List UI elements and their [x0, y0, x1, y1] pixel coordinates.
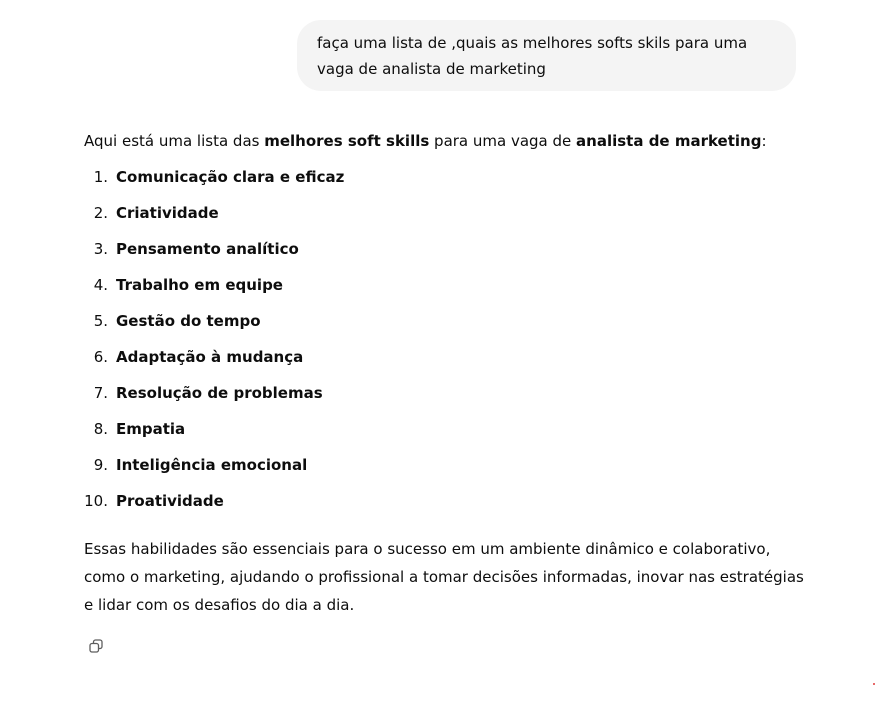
list-item-number: 5.	[93, 312, 108, 330]
list-item	[84, 483, 804, 519]
user-message-bubble	[297, 20, 796, 91]
status-dot	[873, 683, 875, 685]
list-item-number: 4.	[93, 276, 108, 294]
intro-bold-role: analista de marketing	[576, 132, 762, 150]
intro-text-1: Aqui está uma lista das	[84, 132, 265, 150]
user-message-text: faça uma lista de ,quais as melhores softs skils para uma vaga de analista de marketing	[317, 34, 748, 78]
list-item	[84, 303, 804, 339]
list-item	[84, 231, 804, 267]
list-item	[84, 339, 804, 375]
list-item	[84, 447, 804, 483]
list-item-label: Empatia	[116, 420, 186, 438]
list-item	[84, 267, 804, 303]
list-item-number: 1.	[93, 168, 108, 186]
intro-text-2: para uma vaga de	[429, 132, 577, 150]
intro-bold-soft-skills: melhores soft skills	[264, 132, 430, 150]
user-message-row	[0, 20, 796, 91]
intro-text-3: :	[761, 132, 767, 150]
message-actions	[86, 636, 106, 656]
list-item-label: Adaptação à mudança	[116, 348, 304, 366]
list-item-number: 6.	[93, 348, 108, 366]
list-item-number: 10.	[84, 492, 108, 510]
copy-icon	[88, 638, 104, 654]
list-item-label: Trabalho em equipe	[116, 276, 283, 294]
list-item-label: Pensamento analítico	[116, 240, 299, 258]
list-item	[84, 159, 804, 195]
assistant-intro	[84, 127, 804, 155]
list-item-label: Inteligência emocional	[116, 456, 308, 474]
soft-skills-list	[84, 159, 804, 519]
list-item	[84, 195, 804, 231]
list-item-label: Gestão do tempo	[116, 312, 261, 330]
list-item-number: 3.	[93, 240, 108, 258]
assistant-message	[84, 127, 804, 619]
list-item-number: 8.	[93, 420, 108, 438]
list-item-label: Proatividade	[116, 492, 224, 510]
list-item-label: Resolução de problemas	[116, 384, 323, 402]
assistant-outro: Essas habilidades são essenciais para o sucesso em um ambiente dinâmico e colaborativo, como o marketing, ajudando o profissional a tomar decisões informadas, inovar nas estratégias e lidar com os desafios do dia a dia.	[84, 540, 804, 614]
list-item-label: Criatividade	[116, 204, 219, 222]
list-item-label: Comunicação clara e eficaz	[116, 168, 345, 186]
copy-button[interactable]	[86, 636, 106, 656]
list-item-number: 9.	[93, 456, 108, 474]
list-item-number: 2.	[93, 204, 108, 222]
list-item-number: 7.	[93, 384, 108, 402]
list-item	[84, 411, 804, 447]
list-item	[84, 375, 804, 411]
